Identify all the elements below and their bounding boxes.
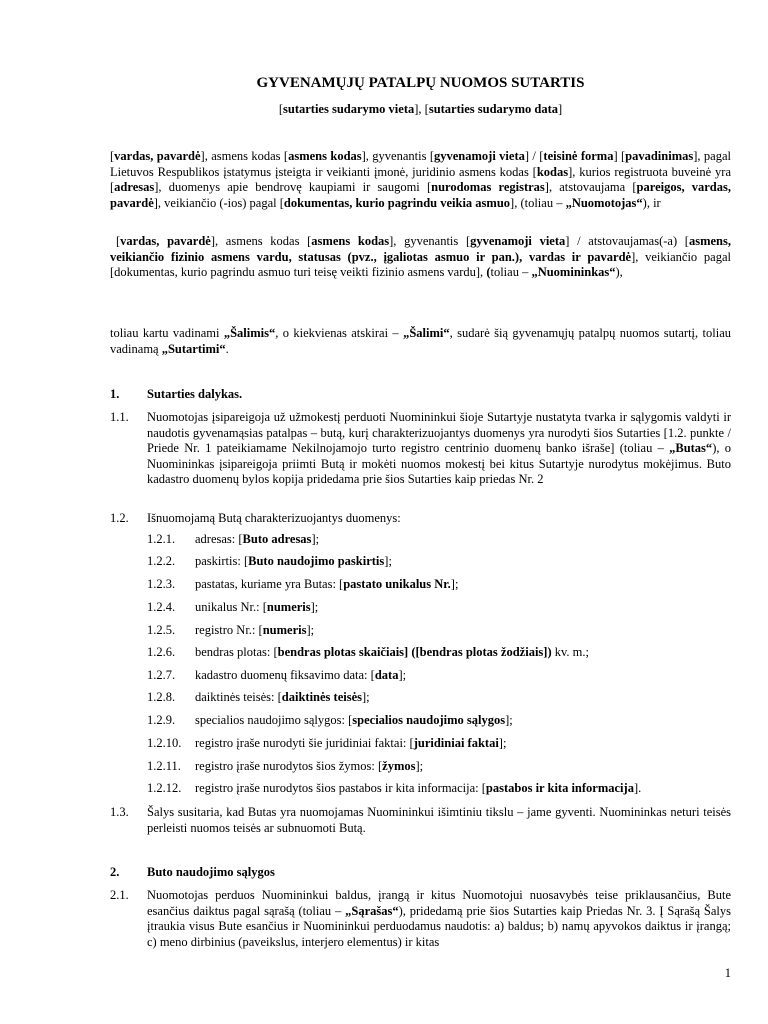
landlord-paragraph: [vardas, pavardė], asmens kodas [asmens kodas], gyvenantis [gyvenamoji vieta] / [teisinė forma] [pavadinimas], pagal Lietuvos Respublikos įstatymus įsteigta ir veikianti įmonė, juridinio asmens kodas [kodas], kurios registruota buveinė yra [adresas], duomenys apie bendrovę kaupiami ir saugomi [nurodomas registras], atstovaujama [pareigos, vardas, pavardė], veikiančio (-ios) pagal [dokumentas, kurio pagrindu veikia asmuo], (toliau – „Nuomotojas“), ir	[110, 149, 731, 210]
clause-1-2: 1.2. Išnuomojamą Butą charakterizuojantys duomenys:	[110, 511, 401, 525]
page-number: 1	[724, 966, 731, 980]
document-page	[110, 0, 731, 1024]
section-1-heading: 1. Sutarties dalykas.	[110, 387, 243, 401]
list-item: 1.2.1. adresas: [Buto adresas];	[147, 532, 320, 546]
clause-2-1: 2.1. Nuomotojas perduos Nuomininkui baldus, įrangą ir kitus Nuomotojui nuosavybės teise priklausančius, Bute esančius daiktus pagal sąrašą (toliau – „Sąrašas“), pridedamą prie šios Sutarties kaip Priedas Nr. 3. Į Sąrašą Šalys įtraukia visus Bute esančius ir Nuomininkui perduodamus naudotis: a) baldus; b) namų apyvokos daiktus ir įrangą; c) meno dirbinius (paveikslus, interjero elementus) ir kitas	[110, 888, 731, 949]
tenant-paragraph: [vardas, pavardė], asmens kodas [asmens kodas], gyvenantis [gyvenamoji vieta] / atstovaujamas(-a) [asmens, veikiančio fizinio asmens vardu, statusas (pvz., įgaliotas asmuo ir pan.), vardas ir pavardė], veikiančio pagal [dokumentas, kurio pagrindu asmuo turi teisę veikti fizinio asmens vardu], (toliau – „Nuomininkas“),	[110, 234, 731, 279]
list-item: 1.2.9. specialios naudojimo sąlygos: [specialios naudojimo sąlygos];	[147, 713, 513, 727]
list-item: 1.2.7. kadastro duomenų fiksavimo data: [data];	[147, 668, 407, 682]
document-title: GYVENAMŲJŲ PATALPŲ NUOMOS SUTARTIS	[256, 75, 585, 91]
list-item: 1.2.11. registro įraše nurodytos šios žymos: [žymos];	[147, 759, 424, 773]
clause-1-1: 1.1. Nuomotojas įsipareigoja už užmokestį perduoti Nuomininkui šioje Sutartyje nustatyta tvarka ir sąlygomis valdyti ir naudotis gyvenamąsias patalpas – butą, kurį charakterizuojantys duomenys yra nurodyti šios Sutarties [1.2. punkte / Priede Nr. 1 pateikiamame Nekilnojamojo turto registro centrinio duomenų banko išraše] (toliau – „Butas“), o Nuomininkas įsipareigoja priimti Butą ir mokėti nuomos mokestį bei kitus Sutartyje nurodytus mokėjimus. Buto kadastro duomenų bylos kopija pridedama prie šios Sutarties kaip priedas Nr. 2	[110, 410, 731, 486]
list-item: 1.2.6. bendras plotas: [bendras plotas skaičiais] ([bendras plotas žodžiais]) kv. m.;	[147, 645, 589, 659]
section-2-heading: 2. Buto naudojimo sąlygos	[110, 865, 275, 879]
document-subtitle: [sutarties sudarymo vieta], [sutarties sudarymo data]	[278, 102, 563, 116]
list-item: 1.2.10. registro įraše nurodyti šie juridiniai faktai: [juridiniai faktai];	[147, 736, 507, 750]
clause-1-3: 1.3. Šalys susitaria, kad Butas yra nuomojamas Nuomininkui išimtiniu tikslu – jame gyventi. Nuomininkas neturi teisės perleisti nuomos teisės ar subnuomoti Butą.	[110, 805, 731, 835]
list-item: 1.2.2. paskirtis: [Buto naudojimo paskirtis];	[147, 554, 392, 568]
parties-paragraph: toliau kartu vadinami „Šalimis“, o kiekvienas atskirai – „Šalimi“, sudarė šią gyvenamųjų patalpų nuomos sutartį, toliau vadinamą „Sutartimi“.	[110, 326, 731, 356]
list-item: 1.2.12. registro įraše nurodytos šios pastabos ir kita informacija: [pastabos ir kita informacija].	[147, 781, 642, 795]
list-item: 1.2.3. pastatas, kuriame yra Butas: [pastato unikalus Nr.];	[147, 577, 459, 591]
list-item: 1.2.4. unikalus Nr.: [numeris];	[147, 600, 319, 614]
list-item: 1.2.5. registro Nr.: [numeris];	[147, 623, 315, 637]
list-item: 1.2.8. daiktinės teisės: [daiktinės teisės];	[147, 690, 370, 704]
